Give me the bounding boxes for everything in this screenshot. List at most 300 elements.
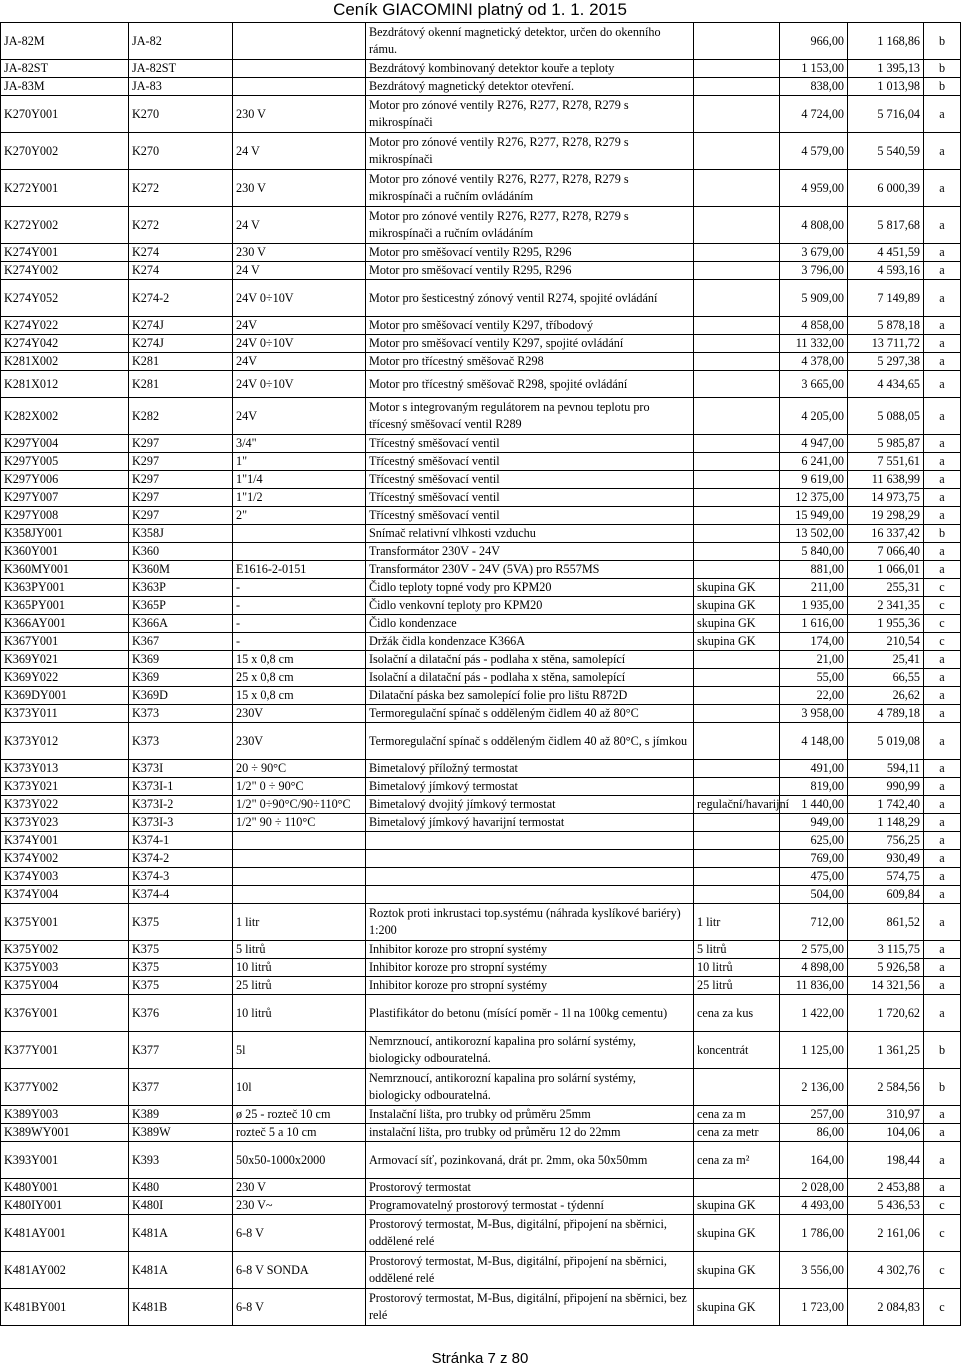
cell-code: K358JY001 xyxy=(1,525,129,543)
table-row xyxy=(1,796,961,814)
cell-description xyxy=(366,832,694,850)
cell-type: K369 xyxy=(129,651,233,669)
cell-type: K369 xyxy=(129,669,233,687)
cell-price-with-vat: 1 066,01 xyxy=(848,561,924,579)
cell-price-with-vat: 25,41 xyxy=(848,651,924,669)
cell-type: K374-3 xyxy=(129,868,233,886)
cell-type: JA-83 xyxy=(129,78,233,96)
cell-price-without-vat: 11 332,00 xyxy=(780,335,848,353)
cell-spec: 20 ÷ 90°C xyxy=(233,760,366,778)
cell-price-without-vat: 1 616,00 xyxy=(780,615,848,633)
cell-note: regulační/havarijní xyxy=(694,796,780,814)
cell-description: Termoregulační spínač s odděleným čidlem 40 až 80°C xyxy=(366,705,694,723)
cell-price-with-vat: 5 540,59 xyxy=(848,133,924,170)
cell-price-with-vat: 16 337,42 xyxy=(848,525,924,543)
cell-description: Prostorový termostat, M-Bus, digitální, připojení na sběrnici, oddělené relé xyxy=(366,1252,694,1289)
cell-description: Motor pro šesticestný zónový ventil R274, spojité ovládání xyxy=(366,280,694,317)
cell-note xyxy=(694,561,780,579)
cell-discount-class: c xyxy=(924,1197,961,1215)
page-number: Stránka 7 z 80 xyxy=(431,1350,529,1367)
cell-price-without-vat: 4 808,00 xyxy=(780,207,848,244)
cell-price-with-vat: 13 711,72 xyxy=(848,335,924,353)
cell-type: K360 xyxy=(129,543,233,561)
table-row xyxy=(1,96,961,133)
cell-price-without-vat: 966,00 xyxy=(780,23,848,60)
table-row xyxy=(1,398,961,435)
cell-price-without-vat: 4 579,00 xyxy=(780,133,848,170)
cell-note xyxy=(694,814,780,832)
cell-code: K270Y001 xyxy=(1,96,129,133)
table-row xyxy=(1,207,961,244)
cell-type: K373I-2 xyxy=(129,796,233,814)
cell-note xyxy=(694,651,780,669)
cell-type: K297 xyxy=(129,453,233,471)
cell-type: K297 xyxy=(129,489,233,507)
cell-description: Isolační a dilatační pás - podlaha x stěna, samolepící xyxy=(366,669,694,687)
cell-spec: 24 V xyxy=(233,262,366,280)
cell-spec: 6-8 V SONDA xyxy=(233,1252,366,1289)
cell-code: K377Y002 xyxy=(1,1069,129,1106)
cell-discount-class: a xyxy=(924,507,961,525)
cell-price-with-vat: 14 973,75 xyxy=(848,489,924,507)
cell-type: K274 xyxy=(129,244,233,262)
cell-spec: rozteč 5 a 10 cm xyxy=(233,1124,366,1142)
cell-code: K374Y001 xyxy=(1,832,129,850)
cell-note: skupina GK xyxy=(694,633,780,651)
cell-price-with-vat: 19 298,29 xyxy=(848,507,924,525)
cell-price-without-vat: 174,00 xyxy=(780,633,848,651)
cell-price-without-vat: 475,00 xyxy=(780,868,848,886)
cell-spec: 1" xyxy=(233,453,366,471)
cell-spec: 24V 0÷10V xyxy=(233,371,366,398)
cell-description: Instalační lišta, pro trubky od průměru 25mm xyxy=(366,1106,694,1124)
table-row xyxy=(1,959,961,977)
table-row xyxy=(1,280,961,317)
cell-discount-class: a xyxy=(924,995,961,1032)
cell-note xyxy=(694,371,780,398)
cell-note xyxy=(694,1179,780,1197)
cell-spec: 10 litrů xyxy=(233,995,366,1032)
cell-note: skupina GK xyxy=(694,579,780,597)
cell-description: Inhibitor koroze pro stropní systémy xyxy=(366,941,694,959)
cell-note xyxy=(694,244,780,262)
table-row xyxy=(1,778,961,796)
cell-code: JA-82ST xyxy=(1,60,129,78)
cell-discount-class: a xyxy=(924,561,961,579)
cell-description: Bezdrátový magnetický detektor otevření. xyxy=(366,78,694,96)
cell-note: 25 litrů xyxy=(694,977,780,995)
cell-discount-class: a xyxy=(924,471,961,489)
cell-note xyxy=(694,398,780,435)
cell-description: Motor pro zónové ventily R276, R277, R278, R279 s mikrospínači xyxy=(366,133,694,170)
cell-code: JA-82M xyxy=(1,23,129,60)
cell-price-without-vat: 769,00 xyxy=(780,850,848,868)
cell-discount-class: a xyxy=(924,1179,961,1197)
cell-discount-class: a xyxy=(924,170,961,207)
cell-note xyxy=(694,507,780,525)
cell-price-without-vat: 55,00 xyxy=(780,669,848,687)
table-row xyxy=(1,335,961,353)
cell-type: K281 xyxy=(129,371,233,398)
cell-spec: 1/2" 90 ÷ 110°C xyxy=(233,814,366,832)
cell-spec: 24 V xyxy=(233,133,366,170)
cell-price-with-vat: 1 742,40 xyxy=(848,796,924,814)
cell-price-without-vat: 22,00 xyxy=(780,687,848,705)
cell-note xyxy=(694,335,780,353)
cell-price-with-vat: 7 551,61 xyxy=(848,453,924,471)
cell-description: Motor pro směšovací ventily K297, tříbodový xyxy=(366,317,694,335)
cell-type: K377 xyxy=(129,1032,233,1069)
cell-code: K373Y022 xyxy=(1,796,129,814)
cell-type: K374-1 xyxy=(129,832,233,850)
cell-note xyxy=(694,525,780,543)
cell-discount-class: a xyxy=(924,832,961,850)
cell-spec xyxy=(233,868,366,886)
cell-code: K360Y001 xyxy=(1,543,129,561)
table-row xyxy=(1,995,961,1032)
cell-spec xyxy=(233,23,366,60)
cell-note xyxy=(694,317,780,335)
cell-spec xyxy=(233,525,366,543)
cell-discount-class: c xyxy=(924,579,961,597)
cell-price-without-vat: 86,00 xyxy=(780,1124,848,1142)
cell-description: Motor pro třícestný směšovač R298 xyxy=(366,353,694,371)
table-row xyxy=(1,850,961,868)
cell-spec xyxy=(233,886,366,904)
cell-price-without-vat: 3 556,00 xyxy=(780,1252,848,1289)
cell-note: 5 litrů xyxy=(694,941,780,959)
cell-price-without-vat: 1 935,00 xyxy=(780,597,848,615)
cell-price-with-vat: 5 716,04 xyxy=(848,96,924,133)
cell-description: Roztok proti inkrustaci top.systému (náhrada kyslíkové bariéry) 1:200 xyxy=(366,904,694,941)
cell-type: K377 xyxy=(129,1069,233,1106)
cell-price-with-vat: 4 789,18 xyxy=(848,705,924,723)
cell-spec: 24V 0÷10V xyxy=(233,280,366,317)
cell-type: K389 xyxy=(129,1106,233,1124)
cell-description xyxy=(366,850,694,868)
price-table-body xyxy=(1,23,961,1326)
cell-discount-class: b xyxy=(924,1032,961,1069)
cell-discount-class: a xyxy=(924,262,961,280)
cell-note xyxy=(694,705,780,723)
cell-note xyxy=(694,262,780,280)
table-row xyxy=(1,977,961,995)
cell-price-without-vat: 1 422,00 xyxy=(780,995,848,1032)
cell-discount-class: b xyxy=(924,525,961,543)
document-title: Ceník GIACOMINI platný od 1. 1. 2015 xyxy=(333,0,627,19)
cell-note: skupina GK xyxy=(694,1215,780,1252)
table-row xyxy=(1,471,961,489)
cell-price-with-vat: 2 161,06 xyxy=(848,1215,924,1252)
cell-note: cena za m xyxy=(694,1106,780,1124)
cell-discount-class: a xyxy=(924,335,961,353)
cell-code: K373Y013 xyxy=(1,760,129,778)
table-row xyxy=(1,60,961,78)
cell-code: K365PY001 xyxy=(1,597,129,615)
cell-discount-class: c xyxy=(924,615,961,633)
cell-price-with-vat: 5 436,53 xyxy=(848,1197,924,1215)
cell-code: K375Y004 xyxy=(1,977,129,995)
cell-code: K274Y002 xyxy=(1,262,129,280)
cell-type: K373 xyxy=(129,723,233,760)
cell-discount-class: c xyxy=(924,1215,961,1252)
cell-price-without-vat: 3 679,00 xyxy=(780,244,848,262)
cell-note: 10 litrů xyxy=(694,959,780,977)
cell-discount-class: a xyxy=(924,814,961,832)
cell-code: K373Y023 xyxy=(1,814,129,832)
table-row xyxy=(1,507,961,525)
cell-discount-class: a xyxy=(924,850,961,868)
cell-spec xyxy=(233,78,366,96)
cell-spec: 5l xyxy=(233,1032,366,1069)
table-row xyxy=(1,435,961,453)
cell-discount-class: a xyxy=(924,1142,961,1179)
cell-discount-class: a xyxy=(924,796,961,814)
table-row xyxy=(1,1142,961,1179)
cell-description xyxy=(366,886,694,904)
cell-price-with-vat: 4 434,65 xyxy=(848,371,924,398)
cell-price-without-vat: 881,00 xyxy=(780,561,848,579)
table-row xyxy=(1,1289,961,1326)
cell-type: JA-82ST xyxy=(129,60,233,78)
cell-price-without-vat: 257,00 xyxy=(780,1106,848,1124)
cell-price-with-vat: 1 148,29 xyxy=(848,814,924,832)
table-row xyxy=(1,1124,961,1142)
cell-code: K367Y001 xyxy=(1,633,129,651)
cell-code: K374Y002 xyxy=(1,850,129,868)
cell-description: Bezdrátový okenní magnetický detektor, určen do okenního rámu. xyxy=(366,23,694,60)
cell-code: K481AY002 xyxy=(1,1252,129,1289)
cell-type: K274 xyxy=(129,262,233,280)
cell-spec: 24 V xyxy=(233,207,366,244)
cell-price-with-vat: 990,99 xyxy=(848,778,924,796)
cell-price-without-vat: 4 724,00 xyxy=(780,96,848,133)
cell-description: Bimetalový dvojitý jímkový termostat xyxy=(366,796,694,814)
cell-type: K481A xyxy=(129,1215,233,1252)
cell-note xyxy=(694,778,780,796)
table-row xyxy=(1,615,961,633)
cell-note xyxy=(694,489,780,507)
table-row xyxy=(1,1069,961,1106)
cell-discount-class: a xyxy=(924,651,961,669)
cell-spec: - xyxy=(233,633,366,651)
cell-type: JA-82 xyxy=(129,23,233,60)
cell-note: cena za m² xyxy=(694,1142,780,1179)
cell-description: Motor pro zónové ventily R276, R277, R278, R279 s mikrospínači a ručním ovládáním xyxy=(366,207,694,244)
table-row xyxy=(1,489,961,507)
cell-type: K375 xyxy=(129,904,233,941)
cell-spec: 3/4" xyxy=(233,435,366,453)
cell-price-with-vat: 1 361,25 xyxy=(848,1032,924,1069)
cell-type: K373I-3 xyxy=(129,814,233,832)
cell-spec: 50x50-1000x2000 xyxy=(233,1142,366,1179)
cell-type: K358J xyxy=(129,525,233,543)
cell-description: Nemrznoucí, antikorozní kapalina pro solární systémy, biologicky odbouratelná. xyxy=(366,1032,694,1069)
table-row xyxy=(1,1032,961,1069)
table-row xyxy=(1,317,961,335)
cell-type: K375 xyxy=(129,977,233,995)
cell-spec: 1/2" 0 ÷ 90°C xyxy=(233,778,366,796)
cell-spec xyxy=(233,543,366,561)
table-row xyxy=(1,633,961,651)
cell-discount-class: b xyxy=(924,78,961,96)
cell-price-without-vat: 4 959,00 xyxy=(780,170,848,207)
cell-price-without-vat: 9 619,00 xyxy=(780,471,848,489)
cell-price-without-vat: 3 958,00 xyxy=(780,705,848,723)
cell-discount-class: b xyxy=(924,23,961,60)
cell-price-without-vat: 949,00 xyxy=(780,814,848,832)
cell-price-without-vat: 21,00 xyxy=(780,651,848,669)
cell-type: K481A xyxy=(129,1252,233,1289)
cell-price-without-vat: 3 796,00 xyxy=(780,262,848,280)
cell-note xyxy=(694,760,780,778)
cell-spec: - xyxy=(233,615,366,633)
cell-note: skupina GK xyxy=(694,1252,780,1289)
cell-spec xyxy=(233,832,366,850)
cell-type: K376 xyxy=(129,995,233,1032)
cell-price-with-vat: 2 453,88 xyxy=(848,1179,924,1197)
cell-type: K481B xyxy=(129,1289,233,1326)
cell-price-without-vat: 819,00 xyxy=(780,778,848,796)
cell-note: skupina GK xyxy=(694,597,780,615)
cell-spec: 230 V xyxy=(233,170,366,207)
cell-spec: 24V 0÷10V xyxy=(233,335,366,353)
cell-type: K272 xyxy=(129,170,233,207)
cell-type: K373I xyxy=(129,760,233,778)
cell-spec: 230 V~ xyxy=(233,1197,366,1215)
cell-price-without-vat: 2 136,00 xyxy=(780,1069,848,1106)
cell-price-with-vat: 4 451,59 xyxy=(848,244,924,262)
cell-type: K297 xyxy=(129,507,233,525)
cell-code: K373Y021 xyxy=(1,778,129,796)
cell-type: K282 xyxy=(129,398,233,435)
cell-description: Plastifikátor do betonu (mísící poměr - 1l na 100kg cementu) xyxy=(366,995,694,1032)
cell-code: K281X002 xyxy=(1,353,129,371)
cell-description: Armovací síť, pozinkovaná, drát pr. 2mm, oka 50x50mm xyxy=(366,1142,694,1179)
cell-type: K373 xyxy=(129,705,233,723)
cell-note xyxy=(694,60,780,78)
cell-note xyxy=(694,78,780,96)
cell-discount-class: a xyxy=(924,886,961,904)
cell-price-without-vat: 712,00 xyxy=(780,904,848,941)
cell-code: K270Y002 xyxy=(1,133,129,170)
cell-discount-class: a xyxy=(924,280,961,317)
table-row xyxy=(1,23,961,60)
cell-discount-class: a xyxy=(924,453,961,471)
cell-description: Prostorový termostat, M-Bus, digitální, připojení na sběrnici, bez relé xyxy=(366,1289,694,1326)
table-row xyxy=(1,687,961,705)
cell-price-with-vat: 5 878,18 xyxy=(848,317,924,335)
cell-type: K374-2 xyxy=(129,850,233,868)
cell-price-without-vat: 491,00 xyxy=(780,760,848,778)
cell-price-without-vat: 4 898,00 xyxy=(780,959,848,977)
cell-description: instalační lišta, pro trubky od průměru 12 do 22mm xyxy=(366,1124,694,1142)
cell-price-with-vat: 5 297,38 xyxy=(848,353,924,371)
cell-price-with-vat: 6 000,39 xyxy=(848,170,924,207)
cell-description: Držák čidla kondenzace K366A xyxy=(366,633,694,651)
cell-note xyxy=(694,723,780,760)
cell-price-with-vat: 26,62 xyxy=(848,687,924,705)
cell-description: Motor pro třícestný směšovač R298, spojité ovládání xyxy=(366,371,694,398)
cell-type: K369D xyxy=(129,687,233,705)
cell-code: K274Y001 xyxy=(1,244,129,262)
cell-note: skupina GK xyxy=(694,1289,780,1326)
cell-spec: 25 litrů xyxy=(233,977,366,995)
cell-note xyxy=(694,471,780,489)
cell-spec: 10 litrů xyxy=(233,959,366,977)
cell-discount-class: a xyxy=(924,398,961,435)
cell-note: 1 litr xyxy=(694,904,780,941)
cell-discount-class: b xyxy=(924,60,961,78)
cell-type: K389W xyxy=(129,1124,233,1142)
table-row xyxy=(1,1215,961,1252)
table-row xyxy=(1,868,961,886)
cell-code: K366AY001 xyxy=(1,615,129,633)
cell-description: Snímač relativní vlhkosti vzduchu xyxy=(366,525,694,543)
cell-type: K274J xyxy=(129,317,233,335)
cell-note xyxy=(694,687,780,705)
cell-price-with-vat: 1 395,13 xyxy=(848,60,924,78)
cell-price-with-vat: 4 593,16 xyxy=(848,262,924,280)
table-row xyxy=(1,723,961,760)
cell-code: JA-83M xyxy=(1,78,129,96)
cell-type: K274J xyxy=(129,335,233,353)
cell-type: K374-4 xyxy=(129,886,233,904)
cell-price-without-vat: 1 153,00 xyxy=(780,60,848,78)
cell-spec: 1"1/2 xyxy=(233,489,366,507)
cell-price-with-vat: 255,31 xyxy=(848,579,924,597)
cell-spec: 5 litrů xyxy=(233,941,366,959)
cell-discount-class: a xyxy=(924,543,961,561)
cell-discount-class: a xyxy=(924,705,961,723)
cell-spec: 230V xyxy=(233,705,366,723)
cell-description: Třícestný směšovací ventil xyxy=(366,507,694,525)
cell-price-with-vat: 756,25 xyxy=(848,832,924,850)
cell-type: K373I-1 xyxy=(129,778,233,796)
cell-price-with-vat: 310,97 xyxy=(848,1106,924,1124)
cell-note xyxy=(694,1069,780,1106)
cell-spec: 10l xyxy=(233,1069,366,1106)
cell-description: Isolační a dilatační pás - podlaha x stěna, samolepící xyxy=(366,651,694,669)
cell-note xyxy=(694,435,780,453)
cell-price-without-vat: 4 378,00 xyxy=(780,353,848,371)
cell-code: K297Y004 xyxy=(1,435,129,453)
cell-type: K480I xyxy=(129,1197,233,1215)
table-row xyxy=(1,453,961,471)
cell-price-without-vat: 13 502,00 xyxy=(780,525,848,543)
cell-price-without-vat: 5 840,00 xyxy=(780,543,848,561)
table-row xyxy=(1,170,961,207)
cell-type: K272 xyxy=(129,207,233,244)
cell-price-without-vat: 11 836,00 xyxy=(780,977,848,995)
cell-description: Dilatační páska bez samolepící folie pro lištu R872D xyxy=(366,687,694,705)
cell-code: K297Y008 xyxy=(1,507,129,525)
cell-spec: - xyxy=(233,579,366,597)
table-row xyxy=(1,525,961,543)
cell-spec: 1"1/4 xyxy=(233,471,366,489)
cell-discount-class: a xyxy=(924,760,961,778)
cell-code: K389WY001 xyxy=(1,1124,129,1142)
cell-code: K360MY001 xyxy=(1,561,129,579)
cell-note xyxy=(694,23,780,60)
table-row xyxy=(1,353,961,371)
cell-price-with-vat: 574,75 xyxy=(848,868,924,886)
cell-code: K480IY001 xyxy=(1,1197,129,1215)
table-row xyxy=(1,1197,961,1215)
cell-price-without-vat: 1 786,00 xyxy=(780,1215,848,1252)
cell-description: Motor pro směšovací ventily R295, R296 xyxy=(366,244,694,262)
cell-discount-class: a xyxy=(924,723,961,760)
